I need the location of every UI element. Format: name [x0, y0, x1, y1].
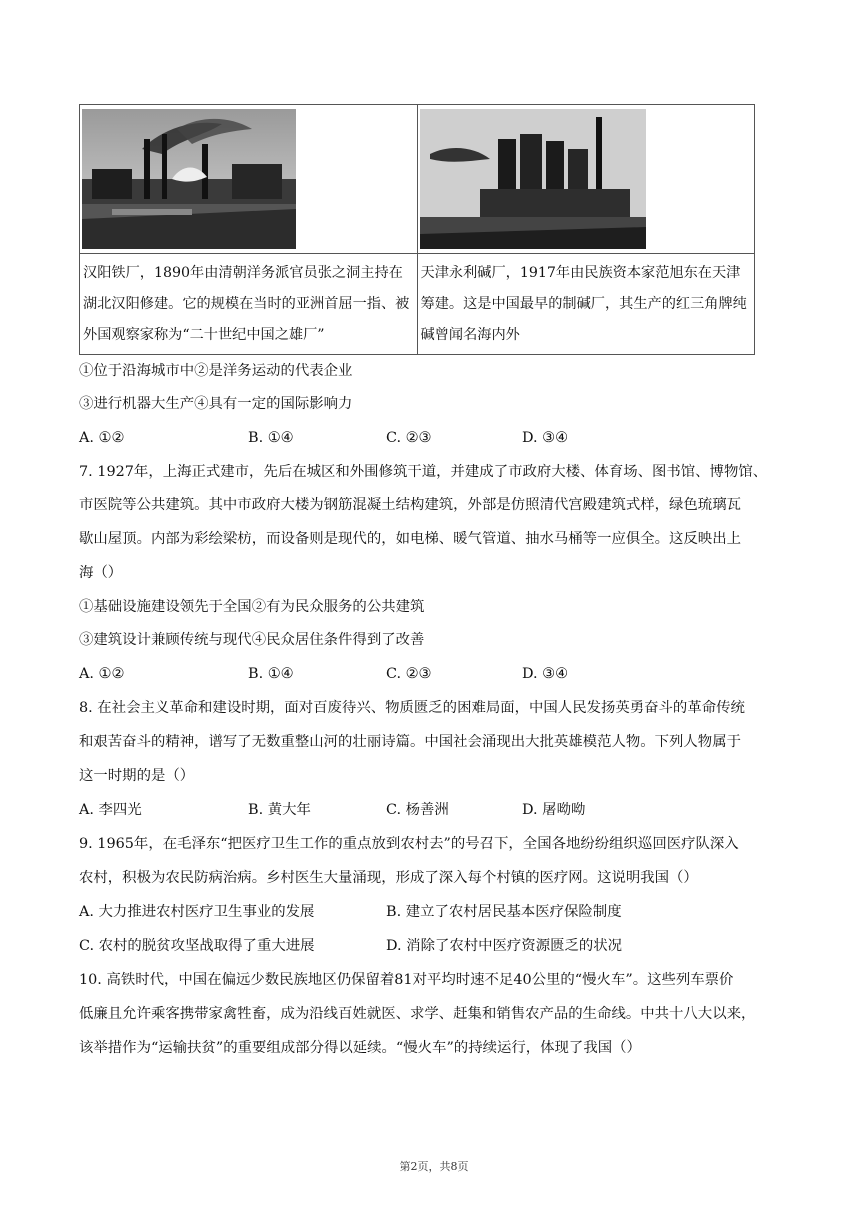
- q7-line-3: 歇山屋顶。内部为彩绘梁枋，而设备则是现代的，如电梯、暖气管道、抽水马桶等一应俱全。这反映出上: [79, 531, 741, 547]
- q7-option-d[interactable]: D. ③④: [522, 666, 568, 682]
- yongli-caption: 天津永利碱厂，1917年由民族资本家范旭东在天津筹建。这是中国最早的制碱厂，其生产的红三角牌纯碱曾闻名海内外: [417, 254, 755, 355]
- q8-line-1: 8. 在社会主义革命和建设时期，面对百废待兴、物质匮乏的困难局面，中国人民发扬英勇奋斗的革命传统: [79, 700, 745, 716]
- q9-option-c[interactable]: C. 农村的脱贫攻坚战取得了重大进展: [79, 938, 315, 954]
- q6-option-c[interactable]: C. ②③: [386, 430, 432, 446]
- q9-option-b[interactable]: B. 建立了农村居民基本医疗保险制度: [386, 904, 622, 920]
- q7-line-4: 海（）: [79, 565, 123, 581]
- q9-option-a[interactable]: A. 大力推进农村医疗卫生事业的发展: [79, 904, 315, 920]
- q9-line-2: 农村，积极为农民防病治病。乡村医生大量涌现，形成了深入每个村镇的医疗网。这说明我国（）: [79, 870, 698, 886]
- q7-option-c[interactable]: C. ②③: [386, 666, 432, 682]
- q6-option-a[interactable]: A. ①②: [79, 430, 125, 446]
- q8-option-c[interactable]: C. 杨善洲: [386, 802, 449, 818]
- q9-line-1: 9. 1965年，在毛泽东“把医疗卫生工作的重点放到农村去”的号召下，全国各地纷纷组织巡回医疗队深入: [79, 836, 739, 852]
- q6-option-b[interactable]: B. ①④: [248, 430, 294, 446]
- q7-statement-2: ③建筑设计兼顾传统与现代④民众居住条件得到了改善: [79, 632, 425, 648]
- hanyang-ironworks-photo: [82, 109, 296, 249]
- q6-statement-2: ③进行机器大生产④具有一定的国际影响力: [79, 396, 353, 412]
- q9-option-d[interactable]: D. 消除了农村中医疗资源匮乏的状况: [386, 938, 623, 954]
- q6-statement-1: ①位于沿海城市中②是洋务运动的代表企业: [79, 363, 353, 379]
- q8-option-b[interactable]: B. 黄大年: [248, 802, 311, 818]
- q7-option-b[interactable]: B. ①④: [248, 666, 294, 682]
- hanyang-photo-cell: [80, 105, 418, 254]
- q7-line-2: 市医院等公共建筑。其中市政府大楼为钢筋混凝土结构建筑，外部是仿照清代宫殿建筑式样，绿色琉璃瓦: [79, 497, 741, 513]
- hanyang-caption: 汉阳铁厂，1890年由清朝洋务派官员张之洞主持在湖北汉阳修建。它的规模在当时的亚洲首屈一指、被外国观察家称为“二十世纪中国之雄厂”: [80, 254, 418, 355]
- photo-table: [79, 104, 755, 355]
- q8-option-a[interactable]: A. 李四光: [79, 802, 142, 818]
- q7-option-a[interactable]: A. ①②: [79, 666, 125, 682]
- page-footer: 第2页，共8页: [399, 1160, 469, 1173]
- q7-statement-1: ①基础设施建设领先于全国②有为民众服务的公共建筑: [79, 599, 425, 615]
- yongli-alkali-plant-photo: [420, 109, 646, 249]
- q10-line-2: 低廉且允许乘客携带家禽牲畜，成为沿线百姓就医、求学、赶集和销售农产品的生命线。中共十八大以来，: [79, 1006, 756, 1022]
- q8-line-3: 这一时期的是（）: [79, 768, 195, 784]
- q8-line-2: 和艰苦奋斗的精神，谱写了无数重整山河的壮丽诗篇。中国社会涌现出大批英雄模范人物。下列人物属于: [79, 734, 741, 750]
- q10-line-3: 该举措作为“运输扶贫”的重要组成部分得以延续。“慢火车”的持续运行，体现了我国（）: [79, 1040, 641, 1056]
- q6-option-d[interactable]: D. ③④: [522, 430, 568, 446]
- q7-line-1: 7. 1927年，上海正式建市，先后在城区和外围修筑干道，并建成了市政府大楼、体育场、图书馆、博物馆、: [79, 464, 768, 480]
- q8-option-d[interactable]: D. 屠呦呦: [522, 802, 586, 818]
- q10-line-1: 10. 高铁时代，中国在偏远少数民族地区仍保留着81对平均时速不足40公里的“慢火车”。这些列车票价: [79, 972, 734, 988]
- yongli-photo-cell: [417, 105, 755, 254]
